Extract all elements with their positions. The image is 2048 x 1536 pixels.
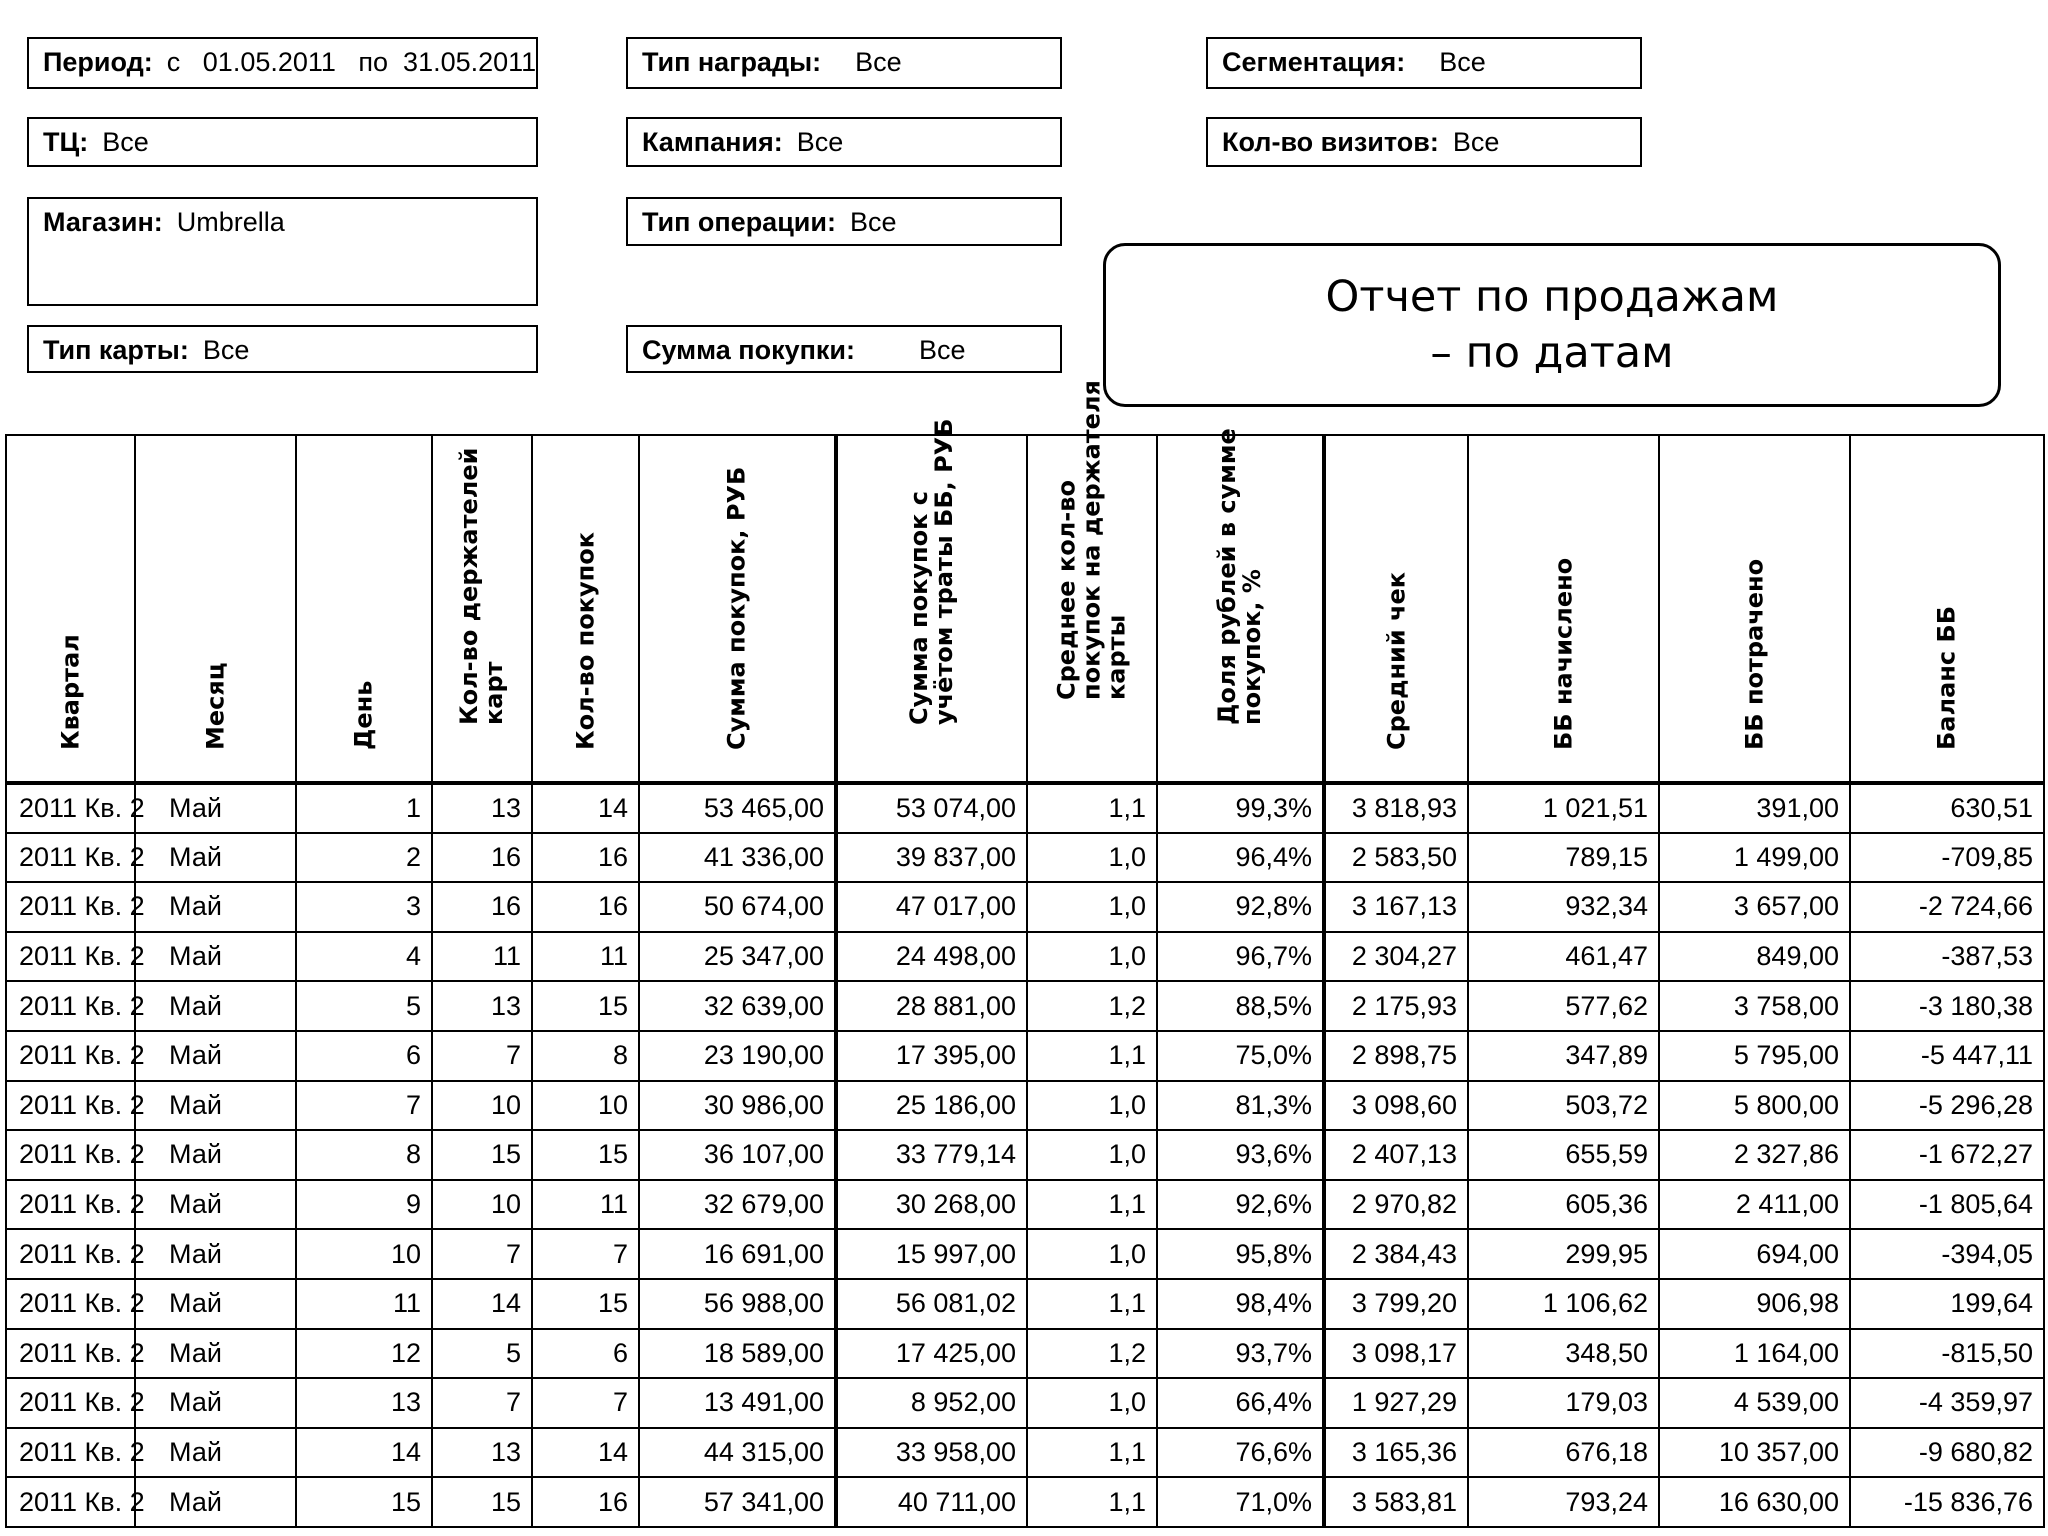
cell-avg-purchases: 1,0 — [1027, 833, 1157, 883]
operation-type-filter[interactable] — [626, 197, 1062, 246]
period-value: с 01.05.2011 по 31.05.2011 — [166, 47, 537, 77]
cell-avg-purchases: 1,1 — [1027, 1031, 1157, 1081]
table-row[interactable] — [6, 1378, 2044, 1428]
col-header-avg-purchases-label: Среднее кол-во покупок на держателя карты — [1052, 380, 1131, 700]
cell-bb-accrued: 503,72 — [1468, 1081, 1659, 1131]
col-header-quarter-label: Квартал — [56, 634, 84, 750]
segmentation-value: Все — [1439, 47, 1486, 77]
col-header-avg-purchases[interactable] — [1027, 380, 1157, 783]
col-header-bb-accrued[interactable] — [1468, 435, 1659, 783]
col-header-bb-spent[interactable] — [1659, 435, 1850, 783]
cell-bb-spent: 3 657,00 — [1659, 882, 1850, 932]
cell-bb-balance: -4 359,97 — [1850, 1378, 2044, 1428]
col-header-purchases[interactable] — [532, 435, 639, 783]
period-label: Период: — [43, 47, 153, 77]
tc-label: ТЦ: — [43, 127, 89, 157]
table-row[interactable] — [6, 1081, 2044, 1131]
cell-purchases: 11 — [532, 932, 639, 982]
cell-avg-check: 3 165,36 — [1324, 1428, 1468, 1478]
cell-sum-bb: 33 958,00 — [836, 1428, 1027, 1478]
col-header-rub-share-label: Доля рублей в сумме покупок, % — [1213, 428, 1266, 725]
cell-day: 3 — [296, 882, 432, 932]
table-row[interactable] — [6, 981, 2044, 1031]
cell-avg-check: 3 799,20 — [1324, 1279, 1468, 1329]
cell-avg-purchases: 1,0 — [1027, 932, 1157, 982]
cell-quarter: 2011 Кв. 2 — [6, 1180, 135, 1230]
cell-bb-accrued: 1 106,62 — [1468, 1279, 1659, 1329]
cell-rub-share: 81,3% — [1157, 1081, 1324, 1131]
cell-day: 8 — [296, 1130, 432, 1180]
col-header-bb-spent-label: ББ потрачено — [1740, 558, 1768, 750]
cell-purchases: 7 — [532, 1378, 639, 1428]
cell-quarter: 2011 Кв. 2 — [6, 1477, 135, 1527]
cell-month: Май — [135, 1477, 296, 1527]
cell-bb-spent: 5 795,00 — [1659, 1031, 1850, 1081]
cell-quarter: 2011 Кв. 2 — [6, 783, 135, 833]
table-row[interactable] — [6, 1329, 2044, 1379]
visits-label: Кол-во визитов: — [1222, 127, 1439, 157]
cell-avg-purchases: 1,2 — [1027, 981, 1157, 1031]
sales-report-table — [5, 380, 2045, 1528]
cell-bb-balance: -1 672,27 — [1850, 1130, 2044, 1180]
cell-bb-balance: -2 724,66 — [1850, 882, 2044, 932]
cell-bb-spent: 694,00 — [1659, 1229, 1850, 1279]
cell-avg-check: 3 098,60 — [1324, 1081, 1468, 1131]
col-header-bb-balance[interactable] — [1850, 435, 2044, 783]
cell-rub-share: 88,5% — [1157, 981, 1324, 1031]
cell-month: Май — [135, 1329, 296, 1379]
cell-bb-accrued: 1 021,51 — [1468, 783, 1659, 833]
cell-quarter: 2011 Кв. 2 — [6, 1428, 135, 1478]
cell-purchases: 16 — [532, 882, 639, 932]
cell-bb-accrued: 789,15 — [1468, 833, 1659, 883]
cell-bb-accrued: 932,34 — [1468, 882, 1659, 932]
cell-quarter: 2011 Кв. 2 — [6, 1229, 135, 1279]
cell-sum: 50 674,00 — [639, 882, 836, 932]
cell-bb-spent: 3 758,00 — [1659, 981, 1850, 1031]
campaign-filter[interactable] — [626, 117, 1062, 167]
cell-rub-share: 96,7% — [1157, 932, 1324, 982]
cell-bb-spent: 1 499,00 — [1659, 833, 1850, 883]
cell-bb-balance: -387,53 — [1850, 932, 2044, 982]
cell-cardholders: 5 — [432, 1329, 532, 1379]
cell-bb-accrued: 655,59 — [1468, 1130, 1659, 1180]
cell-sum-bb: 24 498,00 — [836, 932, 1027, 982]
cell-quarter: 2011 Кв. 2 — [6, 981, 135, 1031]
cell-day: 5 — [296, 981, 432, 1031]
col-header-sum-bb[interactable] — [836, 418, 1027, 783]
col-header-bb-accrued-label: ББ начислено — [1549, 557, 1577, 750]
cell-bb-spent: 1 164,00 — [1659, 1329, 1850, 1379]
cell-bb-accrued: 348,50 — [1468, 1329, 1659, 1379]
cell-cardholders: 14 — [432, 1279, 532, 1329]
cell-avg-check: 2 970,82 — [1324, 1180, 1468, 1230]
col-header-day-label: День — [349, 680, 378, 750]
col-header-purchases-label: Кол-во покупок — [571, 531, 599, 750]
cell-month: Май — [135, 833, 296, 883]
cell-bb-spent: 849,00 — [1659, 932, 1850, 982]
cell-quarter: 2011 Кв. 2 — [6, 833, 135, 883]
cell-avg-check: 2 407,13 — [1324, 1130, 1468, 1180]
cell-quarter: 2011 Кв. 2 — [6, 1031, 135, 1081]
cell-cardholders: 13 — [432, 981, 532, 1031]
cell-day: 6 — [296, 1031, 432, 1081]
cell-sum-bb: 53 074,00 — [836, 783, 1027, 833]
cell-day: 14 — [296, 1428, 432, 1478]
purchase-sum-value: Все — [919, 335, 966, 365]
cell-bb-spent: 4 539,00 — [1659, 1378, 1850, 1428]
col-header-sum-label: Сумма покупок, РУБ — [722, 466, 751, 750]
store-label: Магазин: — [43, 207, 163, 237]
table-body — [6, 783, 2044, 1527]
cell-bb-spent: 906,98 — [1659, 1279, 1850, 1329]
purchase-sum-label: Сумма покупки: — [642, 335, 856, 365]
store-filter[interactable] — [27, 197, 538, 306]
cell-day: 11 — [296, 1279, 432, 1329]
table-row[interactable] — [6, 1279, 2044, 1329]
cell-cardholders: 15 — [432, 1130, 532, 1180]
cell-quarter: 2011 Кв. 2 — [6, 1279, 135, 1329]
cell-avg-check: 3 167,13 — [1324, 882, 1468, 932]
col-header-cardholders[interactable] — [432, 435, 532, 783]
table-row[interactable] — [6, 783, 2044, 833]
cell-rub-share: 76,6% — [1157, 1428, 1324, 1478]
cell-cardholders: 10 — [432, 1180, 532, 1230]
cell-bb-spent: 2 327,86 — [1659, 1130, 1850, 1180]
cell-purchases: 15 — [532, 981, 639, 1031]
cell-bb-accrued: 461,47 — [1468, 932, 1659, 982]
cell-rub-share: 71,0% — [1157, 1477, 1324, 1527]
cell-rub-share: 66,4% — [1157, 1378, 1324, 1428]
cell-cardholders: 7 — [432, 1378, 532, 1428]
report-title-line1: Отчет по продажам — [1325, 272, 1779, 322]
campaign-value: Все — [796, 127, 844, 157]
cell-rub-share: 99,3% — [1157, 783, 1324, 833]
cell-sum: 13 491,00 — [639, 1378, 836, 1428]
segmentation-filter[interactable] — [1206, 37, 1642, 89]
cell-avg-check: 1 927,29 — [1324, 1378, 1468, 1428]
cell-avg-purchases: 1,0 — [1027, 1229, 1157, 1279]
cell-avg-purchases: 1,0 — [1027, 1130, 1157, 1180]
tc-value: Все — [102, 127, 149, 157]
cell-sum: 32 679,00 — [639, 1180, 836, 1230]
cell-rub-share: 95,8% — [1157, 1229, 1324, 1279]
col-header-month[interactable] — [135, 435, 296, 783]
tc-filter[interactable] — [27, 117, 538, 167]
cell-sum: 57 341,00 — [639, 1477, 836, 1527]
cell-sum-bb: 33 779,14 — [836, 1130, 1027, 1180]
cell-avg-check: 3 098,17 — [1324, 1329, 1468, 1379]
cell-sum: 23 190,00 — [639, 1031, 836, 1081]
cell-purchases: 15 — [532, 1279, 639, 1329]
cell-quarter: 2011 Кв. 2 — [6, 932, 135, 982]
cell-day: 13 — [296, 1378, 432, 1428]
segmentation-label: Сегментация: — [1222, 47, 1406, 77]
cell-purchases: 8 — [532, 1031, 639, 1081]
cell-sum-bb: 17 425,00 — [836, 1329, 1027, 1379]
cell-sum: 25 347,00 — [639, 932, 836, 982]
cell-bb-balance: 630,51 — [1850, 783, 2044, 833]
cell-sum: 53 465,00 — [639, 783, 836, 833]
cell-day: 15 — [296, 1477, 432, 1527]
cell-rub-share: 75,0% — [1157, 1031, 1324, 1081]
cell-quarter: 2011 Кв. 2 — [6, 1081, 135, 1131]
cell-bb-balance: 199,64 — [1850, 1279, 2044, 1329]
cell-avg-purchases: 1,1 — [1027, 1477, 1157, 1527]
cell-cardholders: 13 — [432, 783, 532, 833]
table-row[interactable] — [6, 1130, 2044, 1180]
cell-rub-share: 96,4% — [1157, 833, 1324, 883]
cell-rub-share: 92,8% — [1157, 882, 1324, 932]
cell-sum-bb: 56 081,02 — [836, 1279, 1027, 1329]
col-header-rub-share[interactable] — [1157, 428, 1324, 783]
cell-purchases: 6 — [532, 1329, 639, 1379]
reward-type-label: Тип награды: — [642, 47, 822, 77]
col-header-sum[interactable] — [639, 435, 836, 783]
cell-avg-purchases: 1,0 — [1027, 1081, 1157, 1131]
cell-day: 9 — [296, 1180, 432, 1230]
cell-month: Май — [135, 1130, 296, 1180]
cell-sum: 36 107,00 — [639, 1130, 836, 1180]
cell-day: 12 — [296, 1329, 432, 1379]
cell-cardholders: 11 — [432, 932, 532, 982]
table-header-row — [6, 435, 2044, 783]
cell-sum-bb: 40 711,00 — [836, 1477, 1027, 1527]
campaign-label: Кампания: — [642, 127, 783, 157]
cell-sum: 41 336,00 — [639, 833, 836, 883]
cell-month: Май — [135, 1229, 296, 1279]
cell-avg-purchases: 1,0 — [1027, 882, 1157, 932]
cell-avg-purchases: 1,1 — [1027, 1428, 1157, 1478]
cell-quarter: 2011 Кв. 2 — [6, 1329, 135, 1379]
cell-sum: 16 691,00 — [639, 1229, 836, 1279]
cell-avg-purchases: 1,1 — [1027, 1279, 1157, 1329]
cell-sum-bb: 15 997,00 — [836, 1229, 1027, 1279]
cell-bb-accrued: 347,89 — [1468, 1031, 1659, 1081]
cell-quarter: 2011 Кв. 2 — [6, 882, 135, 932]
table-row[interactable] — [6, 833, 2044, 883]
card-type-value: Все — [202, 335, 250, 365]
cell-sum-bb: 8 952,00 — [836, 1378, 1027, 1428]
cell-month: Май — [135, 1031, 296, 1081]
cell-purchases: 14 — [532, 783, 639, 833]
cell-month: Май — [135, 1279, 296, 1329]
cell-avg-purchases: 1,2 — [1027, 1329, 1157, 1379]
card-type-filter[interactable] — [27, 325, 538, 373]
col-header-day[interactable] — [296, 435, 432, 783]
table-row[interactable] — [6, 1428, 2044, 1478]
cell-sum: 30 986,00 — [639, 1081, 836, 1131]
cell-bb-balance: -815,50 — [1850, 1329, 2044, 1379]
cell-cardholders: 16 — [432, 833, 532, 883]
cell-cardholders: 7 — [432, 1229, 532, 1279]
col-header-avg-check-label: Средний чек — [1382, 571, 1410, 750]
cell-month: Май — [135, 1428, 296, 1478]
cell-quarter: 2011 Кв. 2 — [6, 1130, 135, 1180]
cell-month: Май — [135, 882, 296, 932]
cell-cardholders: 16 — [432, 882, 532, 932]
cell-bb-accrued: 793,24 — [1468, 1477, 1659, 1527]
cell-bb-balance: -1 805,64 — [1850, 1180, 2044, 1230]
cell-day: 4 — [296, 932, 432, 982]
cell-cardholders: 15 — [432, 1477, 532, 1527]
cell-rub-share: 98,4% — [1157, 1279, 1324, 1329]
cell-sum-bb: 39 837,00 — [836, 833, 1027, 883]
cell-avg-check: 3 818,93 — [1324, 783, 1468, 833]
visits-value: Все — [1452, 127, 1500, 157]
cell-bb-balance: -709,85 — [1850, 833, 2044, 883]
cell-sum-bb: 47 017,00 — [836, 882, 1027, 932]
table-row[interactable] — [6, 1180, 2044, 1230]
operation-type-label: Тип операции: — [642, 207, 836, 237]
col-header-avg-check[interactable] — [1324, 435, 1468, 783]
cell-day: 10 — [296, 1229, 432, 1279]
period-filter[interactable] — [27, 37, 538, 89]
col-header-cardholders-label: Кол-во держателей карт — [455, 447, 508, 725]
cell-avg-purchases: 1,1 — [1027, 1180, 1157, 1230]
cell-month: Май — [135, 932, 296, 982]
cell-bb-accrued: 676,18 — [1468, 1428, 1659, 1478]
cell-bb-spent: 5 800,00 — [1659, 1081, 1850, 1131]
card-type-label: Тип карты: — [43, 335, 189, 365]
cell-avg-purchases: 1,1 — [1027, 783, 1157, 833]
cell-bb-spent: 391,00 — [1659, 783, 1850, 833]
cell-bb-spent: 2 411,00 — [1659, 1180, 1850, 1230]
cell-purchases: 14 — [532, 1428, 639, 1478]
reward-type-value: Все — [855, 47, 902, 77]
cell-bb-spent: 16 630,00 — [1659, 1477, 1850, 1527]
col-header-bb-balance-label: Баланс ББ — [1932, 605, 1961, 750]
cell-purchases: 11 — [532, 1180, 639, 1230]
table-row[interactable] — [6, 1031, 2044, 1081]
cell-month: Май — [135, 1081, 296, 1131]
cell-bb-balance: -5 447,11 — [1850, 1031, 2044, 1081]
cell-rub-share: 93,6% — [1157, 1130, 1324, 1180]
cell-sum: 56 988,00 — [639, 1279, 836, 1329]
col-header-month-label: Месяц — [201, 662, 229, 750]
cell-month: Май — [135, 783, 296, 833]
cell-day: 2 — [296, 833, 432, 883]
cell-purchases: 16 — [532, 833, 639, 883]
cell-avg-check: 2 304,27 — [1324, 932, 1468, 982]
cell-sum-bb: 25 186,00 — [836, 1081, 1027, 1131]
col-header-sum-bb-label: Сумма покупок с учётом траты ББ, РУБ — [905, 418, 958, 725]
table-row[interactable] — [6, 1477, 2044, 1527]
operation-type-value: Все — [849, 207, 897, 237]
cell-bb-balance: -5 296,28 — [1850, 1081, 2044, 1131]
cell-bb-balance: -9 680,82 — [1850, 1428, 2044, 1478]
cell-bb-balance: -15 836,76 — [1850, 1477, 2044, 1527]
report-title-line2: – по датам — [1430, 328, 1674, 378]
cell-quarter: 2011 Кв. 2 — [6, 1378, 135, 1428]
cell-avg-check: 2 898,75 — [1324, 1031, 1468, 1081]
cell-bb-spent: 10 357,00 — [1659, 1428, 1850, 1478]
cell-avg-check: 2 175,93 — [1324, 981, 1468, 1031]
cell-cardholders: 10 — [432, 1081, 532, 1131]
cell-day: 1 — [296, 783, 432, 833]
visits-filter[interactable] — [1206, 117, 1642, 167]
cell-purchases: 15 — [532, 1130, 639, 1180]
cell-bb-accrued: 299,95 — [1468, 1229, 1659, 1279]
cell-bb-accrued: 577,62 — [1468, 981, 1659, 1031]
cell-purchases: 16 — [532, 1477, 639, 1527]
cell-sum-bb: 17 395,00 — [836, 1031, 1027, 1081]
cell-day: 7 — [296, 1081, 432, 1131]
cell-bb-balance: -394,05 — [1850, 1229, 2044, 1279]
cell-bb-accrued: 605,36 — [1468, 1180, 1659, 1230]
cell-cardholders: 7 — [432, 1031, 532, 1081]
cell-rub-share: 93,7% — [1157, 1329, 1324, 1379]
cell-avg-check: 2 583,50 — [1324, 833, 1468, 883]
reward-type-filter[interactable] — [626, 37, 1062, 89]
cell-sum: 32 639,00 — [639, 981, 836, 1031]
cell-avg-check: 3 583,81 — [1324, 1477, 1468, 1527]
cell-purchases: 7 — [532, 1229, 639, 1279]
cell-bb-balance: -3 180,38 — [1850, 981, 2044, 1031]
store-value: Umbrella — [176, 207, 285, 237]
cell-avg-purchases: 1,0 — [1027, 1378, 1157, 1428]
table-row[interactable] — [6, 882, 2044, 932]
cell-bb-accrued: 179,03 — [1468, 1378, 1659, 1428]
cell-sum-bb: 28 881,00 — [836, 981, 1027, 1031]
report-title-box — [1103, 243, 2001, 407]
cell-month: Май — [135, 1180, 296, 1230]
cell-month: Май — [135, 1378, 296, 1428]
cell-month: Май — [135, 981, 296, 1031]
cell-rub-share: 92,6% — [1157, 1180, 1324, 1230]
cell-sum: 18 589,00 — [639, 1329, 836, 1379]
cell-avg-check: 2 384,43 — [1324, 1229, 1468, 1279]
cell-purchases: 10 — [532, 1081, 639, 1131]
table-row[interactable] — [6, 932, 2044, 982]
cell-cardholders: 13 — [432, 1428, 532, 1478]
col-header-quarter[interactable] — [6, 435, 135, 783]
cell-sum: 44 315,00 — [639, 1428, 836, 1478]
table-row[interactable] — [6, 1229, 2044, 1279]
cell-sum-bb: 30 268,00 — [836, 1180, 1027, 1230]
purchase-sum-filter[interactable] — [626, 325, 1062, 373]
